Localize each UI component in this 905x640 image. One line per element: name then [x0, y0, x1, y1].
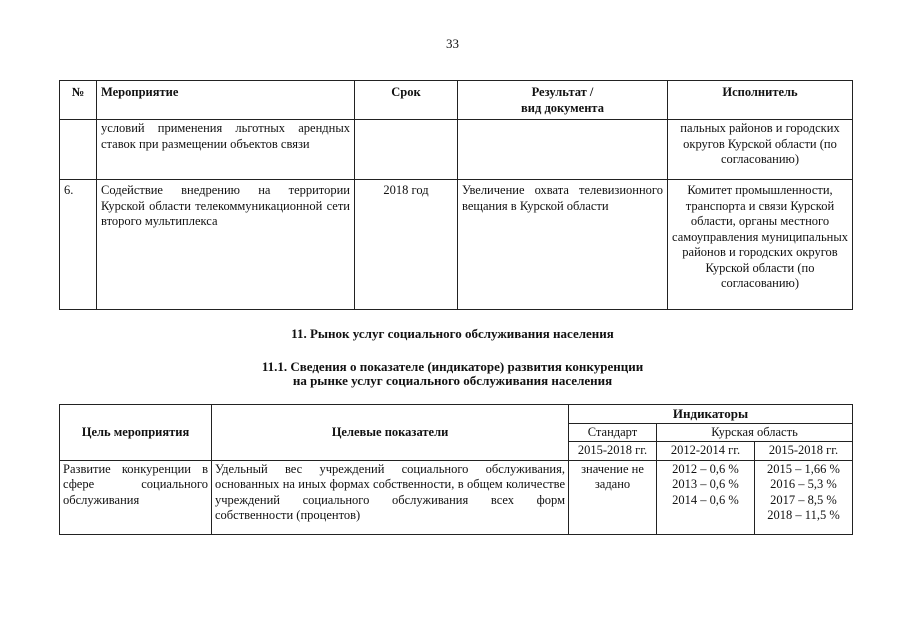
header-indicators: Индикаторы — [569, 405, 853, 424]
indicator-table — [59, 404, 853, 535]
row-num — [60, 120, 97, 180]
table-row — [60, 460, 853, 534]
value-a: 2014 – 0,6 % — [672, 492, 739, 507]
header-region: Курская область — [657, 423, 853, 442]
value-b: 2018 – 11,5 % — [767, 508, 840, 522]
subsection-title-line1: 11.1. Сведения о показателе (индикаторе) развития конкуренции — [261, 359, 644, 374]
row-standard: значение не задано — [569, 460, 657, 534]
row-executor: Комитет промышленности, транспорта и связи Курской области, органы местного самоуправления муниципальных районов и городских округов Курской области (по согласованию) — [668, 180, 853, 310]
section-title: 11. Рынок услуг социального обслуживания населения — [291, 326, 614, 341]
header-targets: Целевые показатели — [212, 405, 569, 461]
header-result-line2: вид документа — [521, 100, 604, 115]
row-term — [355, 120, 458, 180]
row-result — [458, 120, 668, 180]
table-row — [60, 180, 853, 310]
row-event: Содействие внедрению на территории Курской области телекоммуникационной сети второго мультиплекса — [97, 180, 355, 310]
row-term: 2018 год — [355, 180, 458, 310]
indicator-header-row-1 — [60, 405, 853, 424]
header-period-std: 2015-2018 гг. — [569, 442, 657, 461]
row-num: 6. — [60, 180, 97, 310]
events-table-header — [60, 81, 853, 120]
value-a: 2013 – 0,6 % — [672, 477, 739, 491]
value-a: 2012 – 0,6 % — [672, 461, 739, 476]
header-num: № — [60, 81, 97, 120]
row-goal: Развитие конкуренции в сфере социального обслуживания — [60, 460, 212, 534]
row-executor: пальных районов и городских округов Курской области (по согласованию) — [668, 120, 853, 180]
header-result — [458, 81, 668, 120]
row-values-b — [755, 460, 853, 534]
header-executor: Исполнитель — [668, 81, 853, 120]
header-goal: Цель мероприятия — [60, 405, 212, 461]
header-result-line1: Результат / — [531, 85, 594, 99]
events-table — [59, 80, 853, 310]
page-number: 33 — [446, 36, 459, 51]
header-period-a: 2012-2014 гг. — [657, 442, 755, 461]
header-term: Срок — [355, 81, 458, 120]
row-values-a — [657, 460, 755, 534]
row-result: Увеличение охвата телевизионного вещания в Курской области — [458, 180, 668, 310]
value-b: 2017 – 8,5 % — [770, 492, 837, 507]
value-b: 2015 – 1,66 % — [767, 461, 840, 476]
header-standard: Стандарт — [569, 423, 657, 442]
table-row — [60, 120, 853, 180]
header-period-b: 2015-2018 гг. — [755, 442, 853, 461]
header-event: Мероприятие — [97, 81, 355, 120]
row-target: Удельный вес учреждений социального обслуживания, основанных на иных формах собственности, в общем количестве учреждений социального обслуживания всех форм собственности (процентов) — [212, 460, 569, 534]
row-event: условий применения льготных арендных ставок при размещении объектов связи — [97, 120, 355, 180]
subsection-title-line2: на рынке услуг социального обслуживания населения — [292, 373, 613, 388]
value-b: 2016 – 5,3 % — [770, 477, 837, 491]
